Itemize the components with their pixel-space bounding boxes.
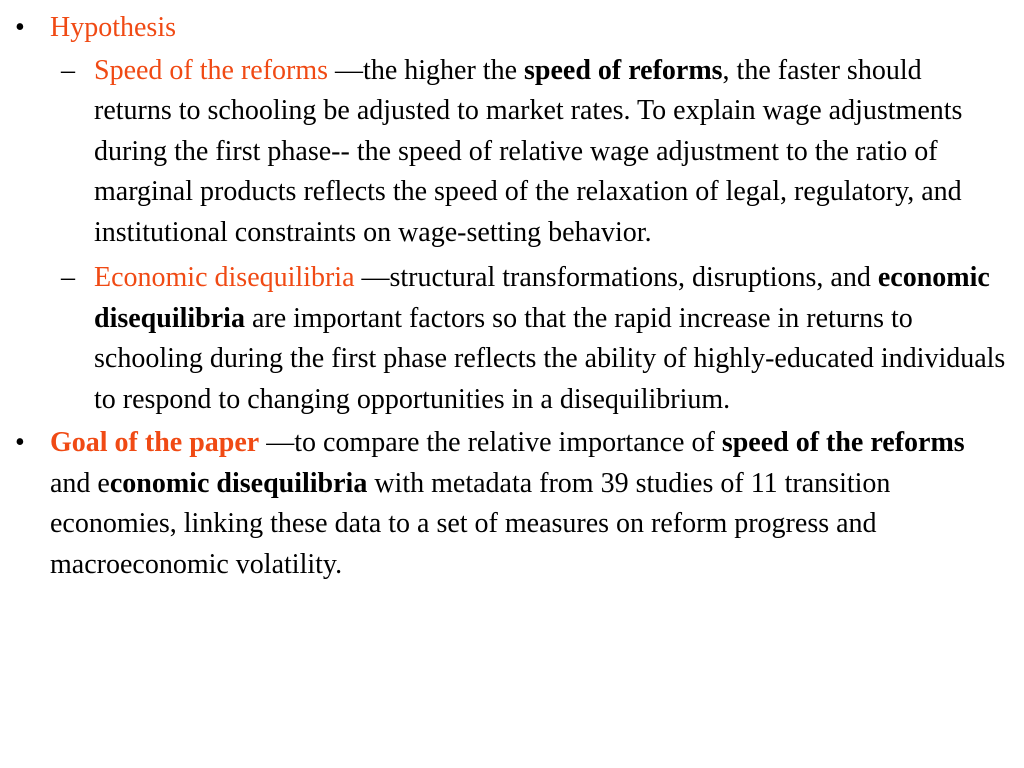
- sub-bullet-economic-disequilibria: [50, 258, 1006, 420]
- economic-disequilibria-label: Economic disequilibria: [94, 262, 355, 293]
- goal-text-1: —to compare the relative importance of: [259, 427, 722, 458]
- goal-text-2: and e: [50, 467, 110, 499]
- sub-bullet-speed-of-reforms: [50, 51, 1006, 254]
- goal-text-3: with metadata from 39 studies of 11 transition economies, linking these data to a set of measures on reform progress and macroeconomic volatility.: [50, 467, 891, 580]
- speed-of-reforms-label: Speed of the reforms: [94, 54, 329, 86]
- bullet-marker: •: [15, 427, 25, 458]
- dash-marker: –: [61, 262, 75, 293]
- disequilibria-text-1: —structural transformations, disruptions, and: [354, 262, 878, 293]
- goal-bold-1: speed of the reforms: [721, 427, 965, 458]
- bullet-hypothesis: [0, 8, 1024, 420]
- hypothesis-sub-list: [50, 51, 1006, 421]
- goal-of-paper-label: Goal of the paper: [50, 427, 260, 458]
- disequilibria-text-2: are important factors so that the rapid increase in returns to schooling during the first phase reflects the ability of highly-educated individuals to respond to changing opportunities in a disequilibrium.: [94, 302, 1006, 415]
- bullet-list: [0, 8, 1024, 585]
- bullet-marker: •: [15, 12, 25, 43]
- dash-marker: –: [61, 54, 75, 86]
- speed-bold-1: speed of reforms: [524, 54, 723, 86]
- speed-text-1: —the higher the: [328, 54, 524, 86]
- bullet-goal-of-paper: [0, 423, 1024, 585]
- goal-bold-2: conomic disequilibria: [109, 467, 368, 499]
- speed-text-2: , the faster should returns to schooling be adjusted to market rates. To explain wage adjustments during the first phase-- the speed of relative wage adjustment to the ratio of marginal products reflects the speed of the relaxation of legal, regulatory, and institutional constraints on wage-setting behavior.: [94, 54, 963, 248]
- disequilibria-bold-1: economic disequilibria: [94, 262, 990, 334]
- hypothesis-heading: Hypothesis: [50, 12, 176, 43]
